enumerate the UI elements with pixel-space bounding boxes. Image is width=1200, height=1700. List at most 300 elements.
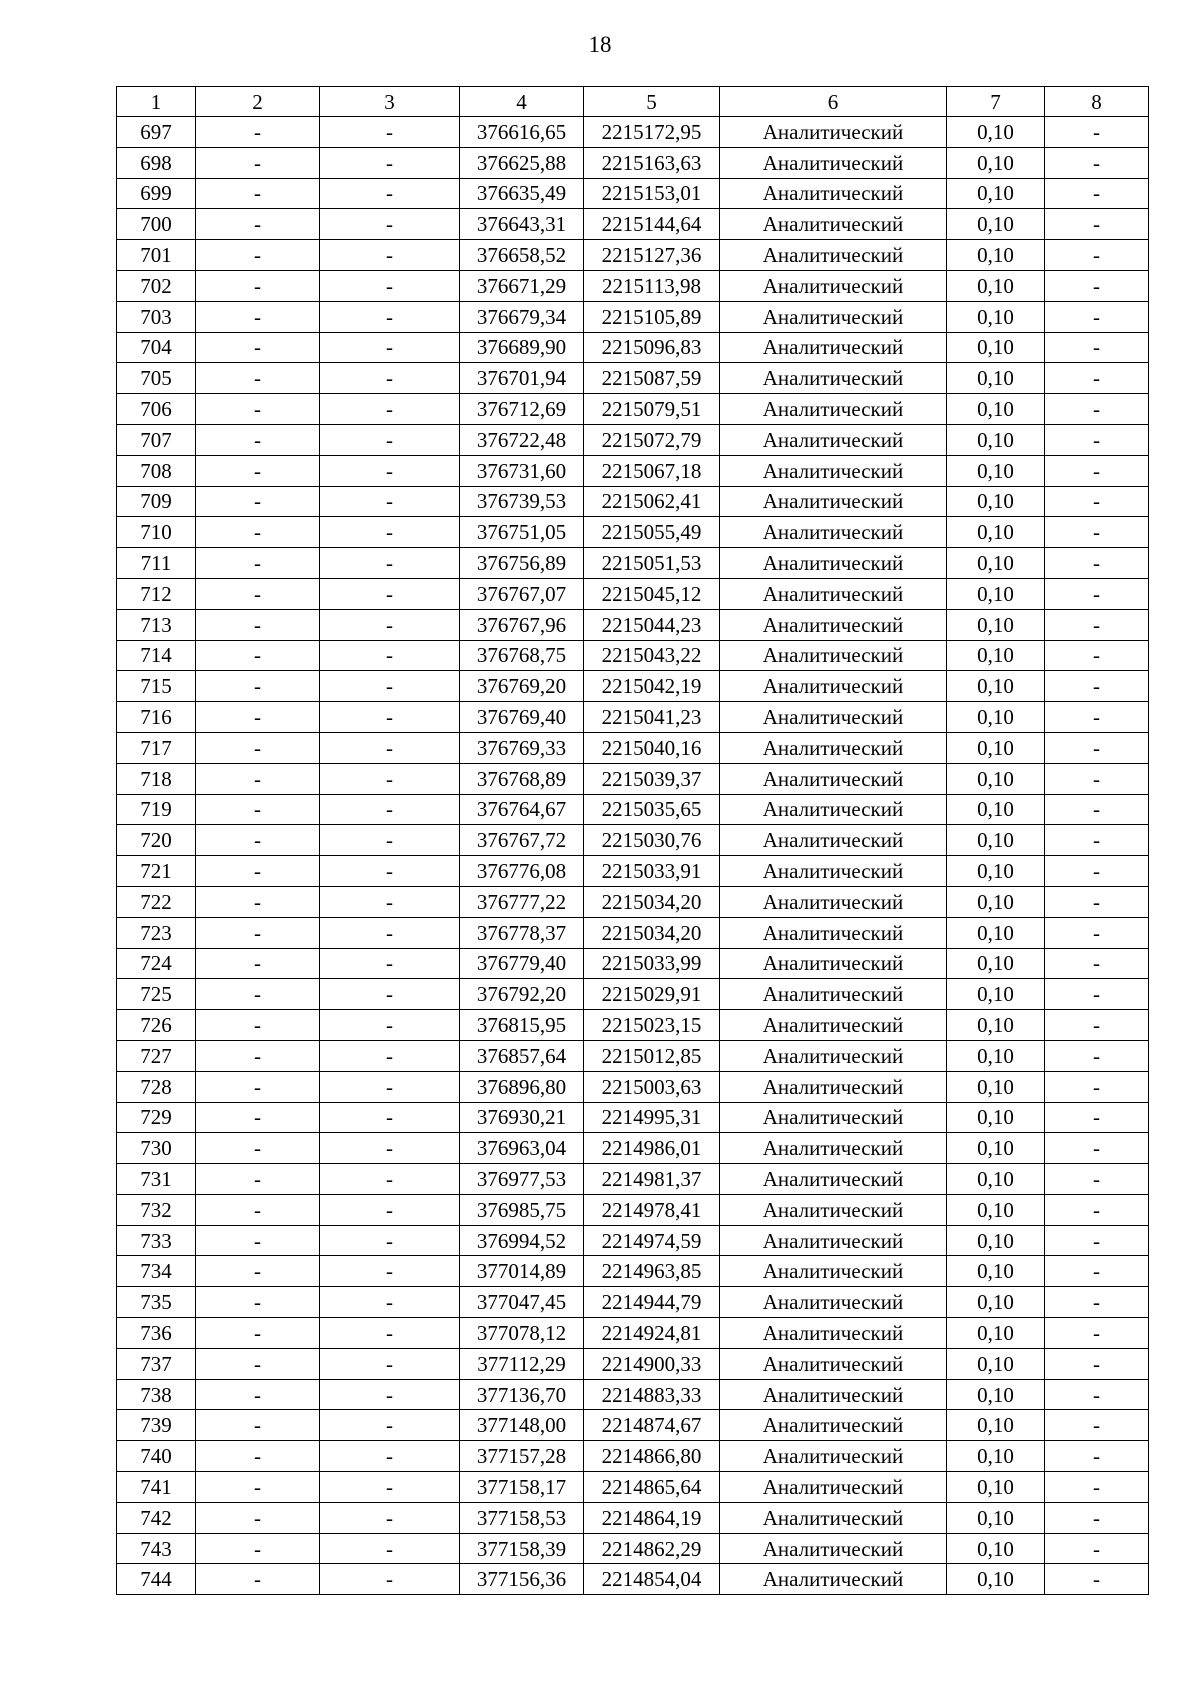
table-cell: - bbox=[196, 1533, 320, 1564]
table-cell: 0,10 bbox=[947, 1010, 1045, 1041]
table-cell: 0,10 bbox=[947, 1164, 1045, 1195]
table-cell: 2215003,63 bbox=[584, 1071, 720, 1102]
table-cell: - bbox=[320, 332, 460, 363]
table-cell: - bbox=[196, 1472, 320, 1503]
table-row bbox=[117, 825, 1149, 856]
table-cell: Аналитический bbox=[720, 1133, 947, 1164]
table-row bbox=[117, 301, 1149, 332]
table-cell: 376767,72 bbox=[460, 825, 584, 856]
table-cell: - bbox=[1045, 1287, 1149, 1318]
table-cell: 376769,20 bbox=[460, 671, 584, 702]
table-cell: 2214862,29 bbox=[584, 1533, 720, 1564]
table-cell: 376994,52 bbox=[460, 1225, 584, 1256]
table-cell: - bbox=[196, 1194, 320, 1225]
table-cell: 377148,00 bbox=[460, 1410, 584, 1441]
table-cell: 2215067,18 bbox=[584, 455, 720, 486]
table-cell: Аналитический bbox=[720, 1256, 947, 1287]
table-row bbox=[117, 732, 1149, 763]
table-cell: - bbox=[320, 856, 460, 887]
table-cell: Аналитический bbox=[720, 1348, 947, 1379]
table-cell: Аналитический bbox=[720, 732, 947, 763]
table-row bbox=[117, 147, 1149, 178]
table-cell: - bbox=[320, 1133, 460, 1164]
table-cell: 376930,21 bbox=[460, 1102, 584, 1133]
column-header: 2 bbox=[196, 87, 320, 117]
table-cell: 376689,90 bbox=[460, 332, 584, 363]
table-cell: - bbox=[1045, 1071, 1149, 1102]
table-row bbox=[117, 609, 1149, 640]
table-cell: 2215044,23 bbox=[584, 609, 720, 640]
table-cell: - bbox=[196, 948, 320, 979]
table-cell: - bbox=[196, 1441, 320, 1472]
coordinates-table bbox=[116, 86, 1149, 1595]
table-cell: - bbox=[320, 1472, 460, 1503]
table-cell: - bbox=[1045, 1410, 1149, 1441]
table-cell: 2215029,91 bbox=[584, 979, 720, 1010]
column-header: 1 bbox=[117, 87, 196, 117]
table-cell: - bbox=[320, 1010, 460, 1041]
table-cell: - bbox=[320, 1348, 460, 1379]
table-cell: - bbox=[320, 979, 460, 1010]
table-cell: 376643,31 bbox=[460, 209, 584, 240]
table-cell: 742 bbox=[117, 1502, 196, 1533]
table-body bbox=[117, 87, 1149, 1595]
table-cell: - bbox=[196, 732, 320, 763]
table-cell: 0,10 bbox=[947, 178, 1045, 209]
table-cell: 2215042,19 bbox=[584, 671, 720, 702]
table-cell: - bbox=[196, 825, 320, 856]
table-cell: 727 bbox=[117, 1040, 196, 1071]
table-cell: 376764,67 bbox=[460, 794, 584, 825]
table-cell: 0,10 bbox=[947, 455, 1045, 486]
table-cell: - bbox=[196, 609, 320, 640]
table-cell: - bbox=[1045, 301, 1149, 332]
table-cell: - bbox=[320, 1318, 460, 1349]
table-cell: - bbox=[320, 117, 460, 148]
table-cell: 376701,94 bbox=[460, 363, 584, 394]
table-cell: - bbox=[320, 178, 460, 209]
table-cell: Аналитический bbox=[720, 856, 947, 887]
table-cell: 0,10 bbox=[947, 1071, 1045, 1102]
table-cell: 376739,53 bbox=[460, 486, 584, 517]
table-cell: 2215062,41 bbox=[584, 486, 720, 517]
table-row bbox=[117, 763, 1149, 794]
table-cell: 0,10 bbox=[947, 117, 1045, 148]
table-row bbox=[117, 486, 1149, 517]
table-cell: Аналитический bbox=[720, 1287, 947, 1318]
table-row bbox=[117, 1133, 1149, 1164]
table-cell: Аналитический bbox=[720, 1564, 947, 1595]
table-cell: Аналитический bbox=[720, 240, 947, 271]
table-cell: - bbox=[196, 517, 320, 548]
table-cell: 2214883,33 bbox=[584, 1379, 720, 1410]
table-cell: - bbox=[1045, 1040, 1149, 1071]
table-cell: - bbox=[1045, 394, 1149, 425]
table-cell: - bbox=[196, 1133, 320, 1164]
table-cell: Аналитический bbox=[720, 1379, 947, 1410]
table-cell: 710 bbox=[117, 517, 196, 548]
table-cell: 0,10 bbox=[947, 301, 1045, 332]
table-cell: - bbox=[320, 1194, 460, 1225]
table-cell: 720 bbox=[117, 825, 196, 856]
table-cell: Аналитический bbox=[720, 763, 947, 794]
table-cell: 739 bbox=[117, 1410, 196, 1441]
table-cell: 0,10 bbox=[947, 825, 1045, 856]
table-cell: - bbox=[320, 732, 460, 763]
table-cell: 736 bbox=[117, 1318, 196, 1349]
table-row bbox=[117, 1348, 1149, 1379]
table-cell: 0,10 bbox=[947, 394, 1045, 425]
table-cell: - bbox=[196, 1318, 320, 1349]
table-cell: - bbox=[320, 825, 460, 856]
table-cell: 2215113,98 bbox=[584, 270, 720, 301]
table-cell: Аналитический bbox=[720, 794, 947, 825]
table-cell: 0,10 bbox=[947, 1225, 1045, 1256]
table-cell: 711 bbox=[117, 548, 196, 579]
table-cell: 729 bbox=[117, 1102, 196, 1133]
table-cell: - bbox=[196, 886, 320, 917]
table-cell: 2214924,81 bbox=[584, 1318, 720, 1349]
table-cell: 699 bbox=[117, 178, 196, 209]
table-cell: 723 bbox=[117, 917, 196, 948]
table-cell: Аналитический bbox=[720, 1194, 947, 1225]
table-row bbox=[117, 548, 1149, 579]
table-cell: 2215127,36 bbox=[584, 240, 720, 271]
table-cell: - bbox=[1045, 763, 1149, 794]
table-cell: 2214865,64 bbox=[584, 1472, 720, 1503]
header-row bbox=[117, 87, 1149, 117]
table-row bbox=[117, 1564, 1149, 1595]
table-cell: Аналитический bbox=[720, 1225, 947, 1256]
table-cell: Аналитический bbox=[720, 578, 947, 609]
table-cell: 0,10 bbox=[947, 794, 1045, 825]
table-cell: - bbox=[1045, 1164, 1149, 1195]
table-cell: 725 bbox=[117, 979, 196, 1010]
table-cell: Аналитический bbox=[720, 948, 947, 979]
column-header: 4 bbox=[460, 87, 584, 117]
table-cell: 2215087,59 bbox=[584, 363, 720, 394]
table-cell: - bbox=[196, 394, 320, 425]
table-cell: 2215012,85 bbox=[584, 1040, 720, 1071]
table-cell: Аналитический bbox=[720, 917, 947, 948]
table-row bbox=[117, 517, 1149, 548]
table-cell: 0,10 bbox=[947, 979, 1045, 1010]
table-cell: Аналитический bbox=[720, 1010, 947, 1041]
table-cell: 0,10 bbox=[947, 1533, 1045, 1564]
table-cell: 0,10 bbox=[947, 702, 1045, 733]
table-cell: 0,10 bbox=[947, 209, 1045, 240]
table-cell: - bbox=[320, 240, 460, 271]
table-cell: - bbox=[196, 1287, 320, 1318]
table-cell: 2215040,16 bbox=[584, 732, 720, 763]
table-row bbox=[117, 1256, 1149, 1287]
table-cell: 0,10 bbox=[947, 1287, 1045, 1318]
table-cell: 705 bbox=[117, 363, 196, 394]
table-cell: Аналитический bbox=[720, 702, 947, 733]
table-cell: - bbox=[1045, 1133, 1149, 1164]
table-cell: - bbox=[196, 240, 320, 271]
table-cell: 740 bbox=[117, 1441, 196, 1472]
table-cell: 0,10 bbox=[947, 578, 1045, 609]
table-cell: - bbox=[320, 1441, 460, 1472]
table-cell: - bbox=[1045, 1194, 1149, 1225]
table-cell: 2215034,20 bbox=[584, 886, 720, 917]
table-cell: - bbox=[1045, 209, 1149, 240]
table-cell: - bbox=[320, 671, 460, 702]
table-cell: - bbox=[196, 1102, 320, 1133]
table-cell: Аналитический bbox=[720, 640, 947, 671]
table-cell: - bbox=[1045, 640, 1149, 671]
table-cell: 702 bbox=[117, 270, 196, 301]
table-cell: - bbox=[1045, 948, 1149, 979]
table-cell: 2215079,51 bbox=[584, 394, 720, 425]
table-cell: - bbox=[196, 147, 320, 178]
table-cell: 0,10 bbox=[947, 1564, 1045, 1595]
table-cell: - bbox=[1045, 1379, 1149, 1410]
table-row bbox=[117, 1533, 1149, 1564]
table-cell: 2215033,91 bbox=[584, 856, 720, 887]
table-cell: - bbox=[320, 424, 460, 455]
table-cell: 703 bbox=[117, 301, 196, 332]
table-cell: - bbox=[1045, 578, 1149, 609]
table-cell: 376768,75 bbox=[460, 640, 584, 671]
table-cell: 376792,20 bbox=[460, 979, 584, 1010]
table-cell: - bbox=[1045, 794, 1149, 825]
table-cell: 2215144,64 bbox=[584, 209, 720, 240]
table-cell: - bbox=[196, 455, 320, 486]
table-row bbox=[117, 640, 1149, 671]
table-cell: - bbox=[1045, 332, 1149, 363]
table-cell: 376963,04 bbox=[460, 1133, 584, 1164]
table-cell: 2214974,59 bbox=[584, 1225, 720, 1256]
table-cell: 0,10 bbox=[947, 1256, 1045, 1287]
table-cell: - bbox=[196, 578, 320, 609]
table-cell: 376722,48 bbox=[460, 424, 584, 455]
table-cell: - bbox=[1045, 240, 1149, 271]
table-cell: - bbox=[1045, 1502, 1149, 1533]
table-cell: Аналитический bbox=[720, 363, 947, 394]
table-cell: 0,10 bbox=[947, 1133, 1045, 1164]
table-cell: Аналитический bbox=[720, 1410, 947, 1441]
table-cell: Аналитический bbox=[720, 455, 947, 486]
table-cell: - bbox=[1045, 671, 1149, 702]
column-header: 5 bbox=[584, 87, 720, 117]
table-cell: - bbox=[196, 424, 320, 455]
table-row bbox=[117, 270, 1149, 301]
table-cell: Аналитический bbox=[720, 548, 947, 579]
table-cell: 376857,64 bbox=[460, 1040, 584, 1071]
table-cell: 376658,52 bbox=[460, 240, 584, 271]
table-cell: - bbox=[196, 671, 320, 702]
table-cell: - bbox=[196, 1164, 320, 1195]
table-cell: - bbox=[320, 917, 460, 948]
table-cell: - bbox=[320, 1564, 460, 1595]
table-cell: 2214986,01 bbox=[584, 1133, 720, 1164]
table-row bbox=[117, 917, 1149, 948]
table-cell: Аналитический bbox=[720, 394, 947, 425]
table-cell: - bbox=[320, 1287, 460, 1318]
table-cell: Аналитический bbox=[720, 117, 947, 148]
table-cell: 717 bbox=[117, 732, 196, 763]
table-row bbox=[117, 1502, 1149, 1533]
table-cell: 2215034,20 bbox=[584, 917, 720, 948]
table-cell: 0,10 bbox=[947, 1472, 1045, 1503]
table-cell: 735 bbox=[117, 1287, 196, 1318]
table-cell: Аналитический bbox=[720, 671, 947, 702]
table-cell: Аналитический bbox=[720, 609, 947, 640]
table-cell: - bbox=[1045, 486, 1149, 517]
table-cell: 376625,88 bbox=[460, 147, 584, 178]
table-row bbox=[117, 1410, 1149, 1441]
table-cell: 377078,12 bbox=[460, 1318, 584, 1349]
table-cell: 0,10 bbox=[947, 1194, 1045, 1225]
table-cell: - bbox=[1045, 1441, 1149, 1472]
table-cell: 376769,40 bbox=[460, 702, 584, 733]
table-cell: - bbox=[320, 1225, 460, 1256]
table-cell: Аналитический bbox=[720, 178, 947, 209]
table-cell: 733 bbox=[117, 1225, 196, 1256]
table-cell: 0,10 bbox=[947, 732, 1045, 763]
table-cell: 697 bbox=[117, 117, 196, 148]
column-header: 8 bbox=[1045, 87, 1149, 117]
table-cell: 732 bbox=[117, 1194, 196, 1225]
table-cell: 0,10 bbox=[947, 1040, 1045, 1071]
table-cell: 731 bbox=[117, 1164, 196, 1195]
table-row bbox=[117, 117, 1149, 148]
table-cell: 376768,89 bbox=[460, 763, 584, 794]
table-cell: 716 bbox=[117, 702, 196, 733]
table-cell: 2215055,49 bbox=[584, 517, 720, 548]
table-row bbox=[117, 856, 1149, 887]
table-cell: 2215051,53 bbox=[584, 548, 720, 579]
table-cell: 0,10 bbox=[947, 886, 1045, 917]
table-cell: - bbox=[196, 1410, 320, 1441]
table-cell: - bbox=[1045, 1010, 1149, 1041]
table-row bbox=[117, 702, 1149, 733]
table-row bbox=[117, 1225, 1149, 1256]
table-cell: 709 bbox=[117, 486, 196, 517]
table-cell: 744 bbox=[117, 1564, 196, 1595]
table-cell: 377112,29 bbox=[460, 1348, 584, 1379]
table-cell: 722 bbox=[117, 886, 196, 917]
table-cell: - bbox=[320, 301, 460, 332]
table-cell: 734 bbox=[117, 1256, 196, 1287]
table-cell: 376778,37 bbox=[460, 917, 584, 948]
table-cell: 0,10 bbox=[947, 1379, 1045, 1410]
table-row bbox=[117, 1287, 1149, 1318]
table-cell: 741 bbox=[117, 1472, 196, 1503]
table-cell: - bbox=[1045, 917, 1149, 948]
table-cell: 2214978,41 bbox=[584, 1194, 720, 1225]
table-cell: 719 bbox=[117, 794, 196, 825]
table-cell: - bbox=[196, 301, 320, 332]
table-cell: 712 bbox=[117, 578, 196, 609]
table-cell: 2214900,33 bbox=[584, 1348, 720, 1379]
table-cell: 0,10 bbox=[947, 640, 1045, 671]
table-cell: 376635,49 bbox=[460, 178, 584, 209]
table-cell: 376779,40 bbox=[460, 948, 584, 979]
table-cell: - bbox=[196, 1256, 320, 1287]
table-cell: - bbox=[1045, 117, 1149, 148]
table-cell: - bbox=[1045, 732, 1149, 763]
table-cell: 701 bbox=[117, 240, 196, 271]
table-row bbox=[117, 1040, 1149, 1071]
table-cell: Аналитический bbox=[720, 886, 947, 917]
table-cell: 2215072,79 bbox=[584, 424, 720, 455]
table-row bbox=[117, 1010, 1149, 1041]
table-cell: 376985,75 bbox=[460, 1194, 584, 1225]
table-cell: 0,10 bbox=[947, 856, 1045, 887]
table-cell: 2215045,12 bbox=[584, 578, 720, 609]
table-cell: 0,10 bbox=[947, 486, 1045, 517]
table-row bbox=[117, 1318, 1149, 1349]
table-cell: Аналитический bbox=[720, 1164, 947, 1195]
table-row bbox=[117, 455, 1149, 486]
table-cell: 2215153,01 bbox=[584, 178, 720, 209]
table-cell: 376751,05 bbox=[460, 517, 584, 548]
table-cell: - bbox=[196, 1564, 320, 1595]
table-cell: - bbox=[320, 1410, 460, 1441]
table-cell: 728 bbox=[117, 1071, 196, 1102]
table-cell: 715 bbox=[117, 671, 196, 702]
table-cell: - bbox=[1045, 1318, 1149, 1349]
table-cell: - bbox=[1045, 363, 1149, 394]
table-cell: 2215163,63 bbox=[584, 147, 720, 178]
table-cell: - bbox=[196, 117, 320, 148]
table-cell: 708 bbox=[117, 455, 196, 486]
table-cell: - bbox=[196, 979, 320, 1010]
table-row bbox=[117, 1472, 1149, 1503]
column-header: 7 bbox=[947, 87, 1045, 117]
table-cell: - bbox=[196, 332, 320, 363]
table-cell: 377157,28 bbox=[460, 1441, 584, 1472]
table-row bbox=[117, 1379, 1149, 1410]
table-cell: 2215043,22 bbox=[584, 640, 720, 671]
table-cell: 376756,89 bbox=[460, 548, 584, 579]
table-cell: - bbox=[320, 548, 460, 579]
table-row bbox=[117, 363, 1149, 394]
table-cell: 0,10 bbox=[947, 917, 1045, 948]
table-cell: 2215172,95 bbox=[584, 117, 720, 148]
table-cell: - bbox=[196, 486, 320, 517]
table-cell: 2214944,79 bbox=[584, 1287, 720, 1318]
table-row bbox=[117, 178, 1149, 209]
table-cell: - bbox=[196, 856, 320, 887]
table-row bbox=[117, 1102, 1149, 1133]
column-header: 3 bbox=[320, 87, 460, 117]
table-row bbox=[117, 794, 1149, 825]
table-cell: - bbox=[320, 209, 460, 240]
table-row bbox=[117, 1071, 1149, 1102]
table-cell: 376731,60 bbox=[460, 455, 584, 486]
table-cell: 377158,39 bbox=[460, 1533, 584, 1564]
table-cell: - bbox=[1045, 979, 1149, 1010]
table-cell: 0,10 bbox=[947, 548, 1045, 579]
table-cell: 737 bbox=[117, 1348, 196, 1379]
table-cell: - bbox=[1045, 270, 1149, 301]
table-cell: Аналитический bbox=[720, 424, 947, 455]
table-cell: 376616,65 bbox=[460, 117, 584, 148]
table-cell: 377158,53 bbox=[460, 1502, 584, 1533]
table-cell: - bbox=[196, 1225, 320, 1256]
table-row bbox=[117, 578, 1149, 609]
table-cell: - bbox=[1045, 455, 1149, 486]
table-cell: 0,10 bbox=[947, 240, 1045, 271]
table-cell: - bbox=[320, 455, 460, 486]
table-cell: 2215023,15 bbox=[584, 1010, 720, 1041]
table-cell: - bbox=[1045, 1533, 1149, 1564]
table-cell: - bbox=[196, 1010, 320, 1041]
